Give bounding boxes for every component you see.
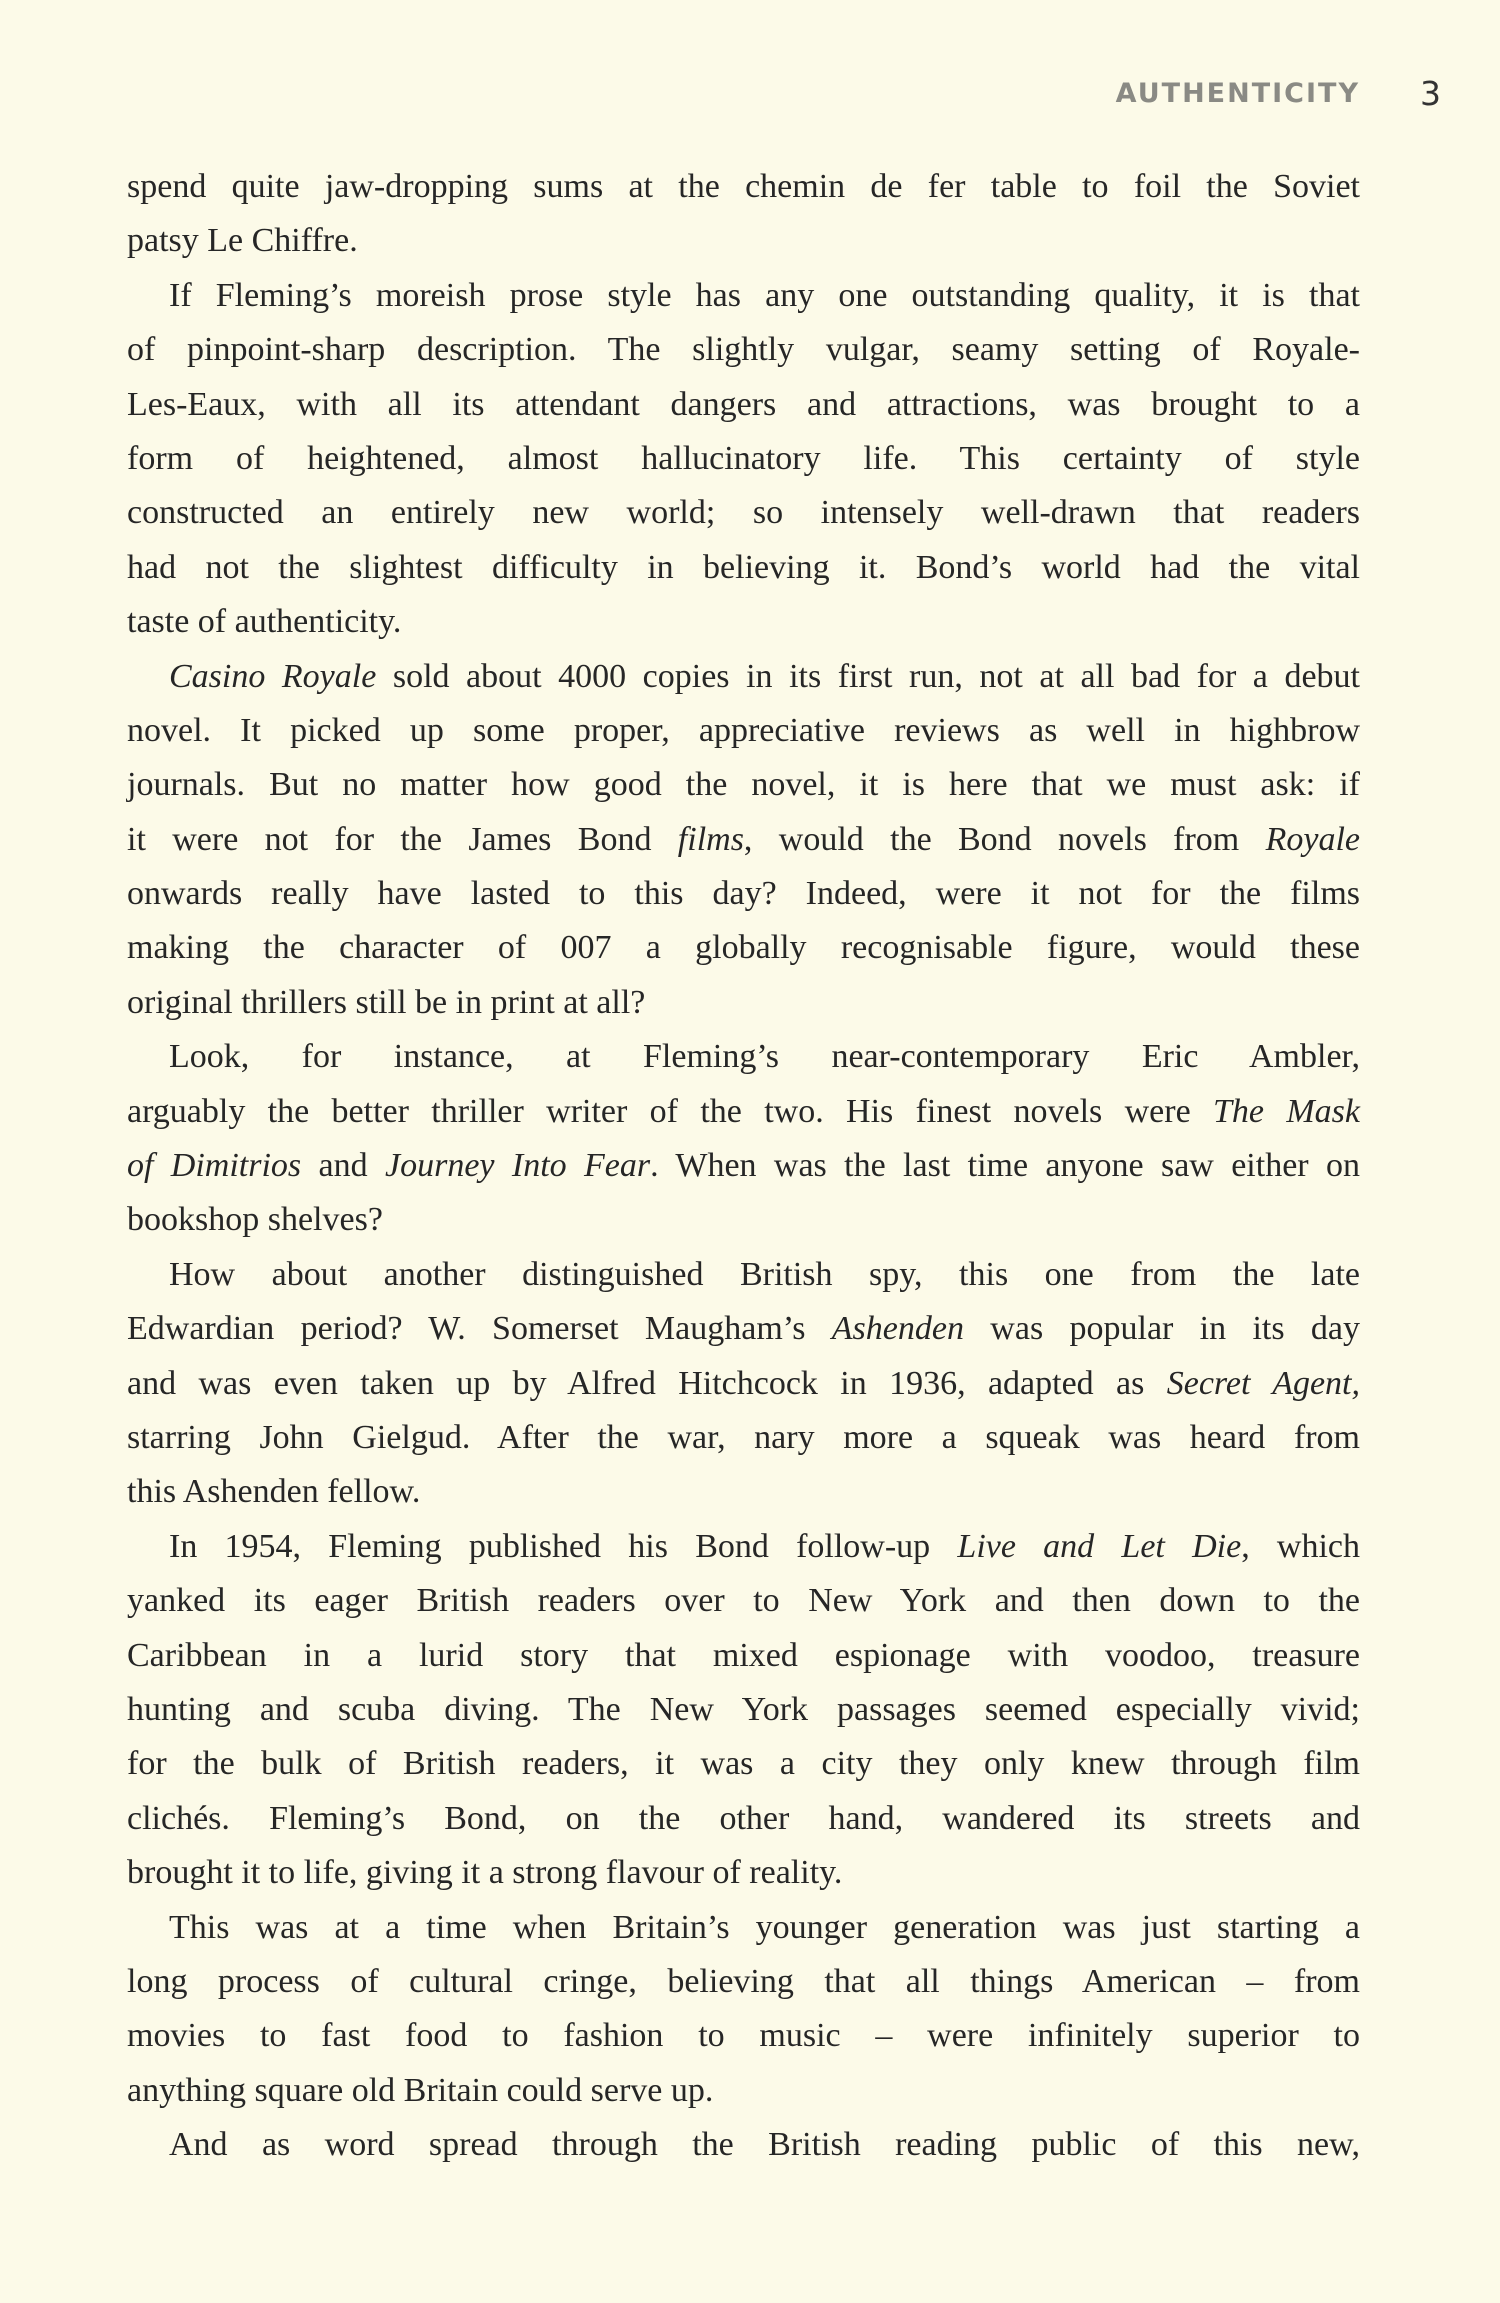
italic-title-text: of Dimitrios — [127, 1147, 302, 1185]
text-segment: arguably the better thriller writer of the two. His finest novels were — [127, 1092, 1213, 1130]
text-segment: , which — [1241, 1527, 1361, 1565]
italic-title-text: The Mask — [1213, 1092, 1360, 1130]
text-segment: movies to fast food to fashion to music – were infinitely superior to — [127, 2017, 1360, 2055]
text-line — [127, 323, 1360, 377]
text-line — [127, 1465, 1360, 1519]
text-segment: and — [301, 1147, 385, 1185]
text-segment: . When was the last time anyone saw either on — [650, 1147, 1360, 1185]
text-line — [127, 813, 1360, 867]
text-line — [127, 2118, 1360, 2172]
text-line — [127, 1792, 1360, 1846]
text-segment: patsy Le Chiffre. — [127, 222, 358, 260]
text-segment: Edwardian period? W. Somerset Maugham’s — [127, 1310, 832, 1348]
text-segment: spend quite jaw-dropping sums at the chemin de fer table to foil the Soviet — [127, 168, 1360, 205]
text-line — [127, 432, 1360, 486]
text-segment: anything square old Britain could serve up. — [127, 2071, 714, 2109]
italic-title-text: films — [677, 820, 744, 858]
text-line — [127, 541, 1360, 595]
text-segment: long process of cultural cringe, believing that all things American – from — [127, 1962, 1360, 2000]
text-line — [127, 2064, 1360, 2118]
paragraph — [127, 269, 1360, 650]
text-segment: journals. But no matter how good the novel, it is here that we must ask: if — [127, 766, 1360, 804]
text-line — [127, 214, 1360, 268]
text-segment: hunting and scuba diving. The New York passages seemed especially vivid; — [127, 1690, 1360, 1728]
italic-title-text: Ashenden — [831, 1310, 964, 1348]
italic-title-text: Royale — [1265, 820, 1360, 858]
text-segment: novel. It picked up some proper, appreciative reviews as well in highbrow — [127, 711, 1360, 749]
text-segment: brought it to life, giving it a strong flavour of reality. — [127, 1854, 843, 1892]
text-line — [127, 1629, 1360, 1683]
text-segment: And as word spread through the British reading public of this new, — [169, 2126, 1360, 2164]
text-line — [127, 1846, 1360, 1900]
text-line — [127, 2009, 1360, 2063]
text-segment: How about another distinguished British spy, this one from the late — [169, 1255, 1360, 1293]
text-segment: clichés. Fleming’s Bond, on the other hand, wandered its streets and — [127, 1799, 1360, 1837]
text-segment: was popular in its day — [963, 1310, 1360, 1348]
text-line — [127, 160, 1360, 214]
text-line — [127, 650, 1360, 704]
text-line — [127, 1030, 1360, 1084]
page-number: 3 — [1420, 74, 1441, 113]
text-line — [127, 758, 1360, 812]
text-segment: making the character of 007 a globally recognisable figure, would these — [127, 929, 1360, 967]
text-segment: This was at a time when Britain’s younger generation was just starting a — [169, 1908, 1360, 1946]
text-line — [127, 595, 1360, 649]
text-segment: form of heightened, almost hallucinatory life. This certainty of style — [127, 439, 1360, 477]
text-line — [127, 867, 1360, 921]
text-line — [127, 269, 1360, 323]
paragraph — [127, 1248, 1360, 1520]
italic-title-text: Journey Into Fear — [385, 1147, 651, 1185]
text-line — [127, 1683, 1360, 1737]
text-line — [127, 1248, 1360, 1302]
text-segment: yanked its eager British readers over to New York and then down to the — [127, 1582, 1360, 1620]
paragraph — [127, 1030, 1360, 1248]
body-text — [127, 160, 1360, 2172]
text-segment: bookshop shelves? — [127, 1201, 383, 1239]
running-head-title: AUTHENTICITY — [1115, 78, 1360, 109]
text-segment: for the bulk of British readers, it was a city they only knew through film — [127, 1745, 1360, 1783]
text-segment: starring John Gielgud. After the war, nary more a squeak was heard from — [127, 1418, 1360, 1456]
text-segment: sold about 4000 copies in its first run, not at all bad for a debut — [376, 657, 1360, 695]
text-segment: original thrillers still be in print at all? — [127, 983, 646, 1021]
text-segment: and was even taken up by Alfred Hitchcock in 1936, adapted as — [127, 1364, 1167, 1402]
text-line — [127, 1302, 1360, 1356]
text-segment: it were not for the James Bond — [127, 820, 678, 858]
text-segment: Les-Eaux, with all its attendant dangers and attractions, was brought to a — [127, 385, 1360, 423]
italic-title-text: Secret Agent, — [1166, 1364, 1360, 1402]
text-segment: If Fleming’s moreish prose style has any one outstanding quality, it is that — [169, 276, 1360, 314]
text-line — [127, 1357, 1360, 1411]
text-line — [127, 1193, 1360, 1247]
paragraph — [127, 650, 1360, 1031]
text-segment: had not the slightest difficulty in believing it. Bond’s world had the vital — [127, 548, 1360, 586]
italic-title-text: Casino Royale — [169, 657, 377, 695]
paragraph — [127, 2118, 1360, 2172]
text-line — [127, 1574, 1360, 1628]
text-segment: this Ashenden fellow. — [127, 1473, 421, 1511]
text-line — [127, 976, 1360, 1030]
text-line — [127, 378, 1360, 432]
paragraph — [127, 160, 1360, 269]
text-line — [127, 704, 1360, 758]
text-line — [127, 1737, 1360, 1791]
text-line — [127, 1139, 1360, 1193]
text-line — [127, 1901, 1360, 1955]
text-line — [127, 1411, 1360, 1465]
text-segment: In 1954, Fleming published his Bond follow-up — [169, 1527, 958, 1565]
text-line — [127, 486, 1360, 540]
text-line — [127, 1520, 1360, 1574]
text-segment: constructed an entirely new world; so intensely well-drawn that readers — [127, 494, 1360, 532]
text-line — [127, 921, 1360, 975]
italic-title-text: Live and Let Die — [957, 1527, 1242, 1565]
text-segment: taste of authenticity. — [127, 603, 402, 641]
paragraph — [127, 1901, 1360, 2119]
text-segment: , would the Bond novels from — [743, 820, 1266, 858]
text-segment: Look, for instance, at Fleming’s near-contemporary Eric Ambler, — [169, 1038, 1360, 1076]
text-segment: of pinpoint-sharp description. The slightly vulgar, seamy setting of Royale- — [127, 331, 1360, 369]
text-segment: onwards really have lasted to this day? Indeed, were it not for the films — [127, 875, 1360, 913]
text-segment: Caribbean in a lurid story that mixed espionage with voodoo, treasure — [127, 1636, 1360, 1674]
text-line — [127, 1955, 1360, 2009]
paragraph — [127, 1520, 1360, 1901]
text-line — [127, 1085, 1360, 1139]
